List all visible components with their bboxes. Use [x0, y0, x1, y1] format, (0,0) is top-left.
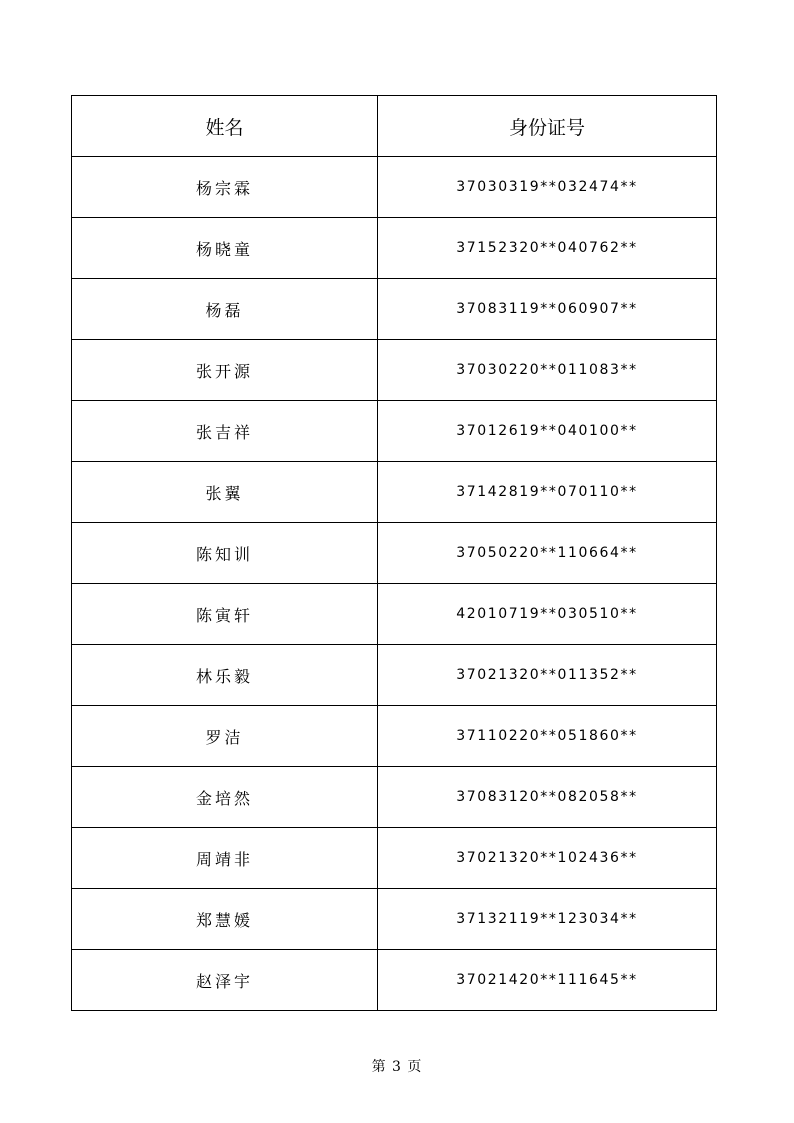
name-cell: 周靖非 — [72, 828, 378, 889]
name-cell: 赵泽宇 — [72, 950, 378, 1011]
name-cell: 陈寅轩 — [72, 584, 378, 645]
table-row — [72, 462, 717, 523]
table-row — [72, 645, 717, 706]
table-row — [72, 767, 717, 828]
name-cell: 罗洁 — [72, 706, 378, 767]
id-number-cell: 37030319**032474** — [378, 157, 717, 218]
id-number-cell: 37050220**110664** — [378, 523, 717, 584]
id-number-cell: 37142819**070110** — [378, 462, 717, 523]
table-row — [72, 706, 717, 767]
table-row — [72, 584, 717, 645]
page-number: 第 3 页 — [371, 1059, 423, 1075]
id-number-cell: 37030220**011083** — [378, 340, 717, 401]
id-number-cell: 37083120**082058** — [378, 767, 717, 828]
id-number-cell: 37110220**051860** — [378, 706, 717, 767]
id-number-column-header: 身份证号 — [378, 96, 717, 157]
id-number-cell: 37021320**011352** — [378, 645, 717, 706]
table-header-row — [72, 96, 717, 157]
name-cell: 郑慧媛 — [72, 889, 378, 950]
id-number-cell: 37083119**060907** — [378, 279, 717, 340]
table-row — [72, 828, 717, 889]
table-row — [72, 340, 717, 401]
name-column-header: 姓名 — [72, 96, 378, 157]
name-cell: 林乐毅 — [72, 645, 378, 706]
id-number-cell: 37132119**123034** — [378, 889, 717, 950]
name-cell: 杨宗霖 — [72, 157, 378, 218]
id-number-cell: 42010719**030510** — [378, 584, 717, 645]
roster-table — [71, 95, 717, 1011]
id-number-cell: 37152320**040762** — [378, 218, 717, 279]
name-cell: 张开源 — [72, 340, 378, 401]
table-row — [72, 157, 717, 218]
id-number-cell: 37021320**102436** — [378, 828, 717, 889]
table-row — [72, 279, 717, 340]
id-number-cell: 37012619**040100** — [378, 401, 717, 462]
name-cell: 杨磊 — [72, 279, 378, 340]
table-row — [72, 950, 717, 1011]
id-number-cell: 37021420**111645** — [378, 950, 717, 1011]
table-row — [72, 401, 717, 462]
name-cell: 张吉祥 — [72, 401, 378, 462]
name-cell: 金培然 — [72, 767, 378, 828]
table-row — [72, 218, 717, 279]
table-row — [72, 889, 717, 950]
table-row — [72, 523, 717, 584]
name-cell: 张翼 — [72, 462, 378, 523]
name-cell: 杨晓童 — [72, 218, 378, 279]
name-cell: 陈知训 — [72, 523, 378, 584]
